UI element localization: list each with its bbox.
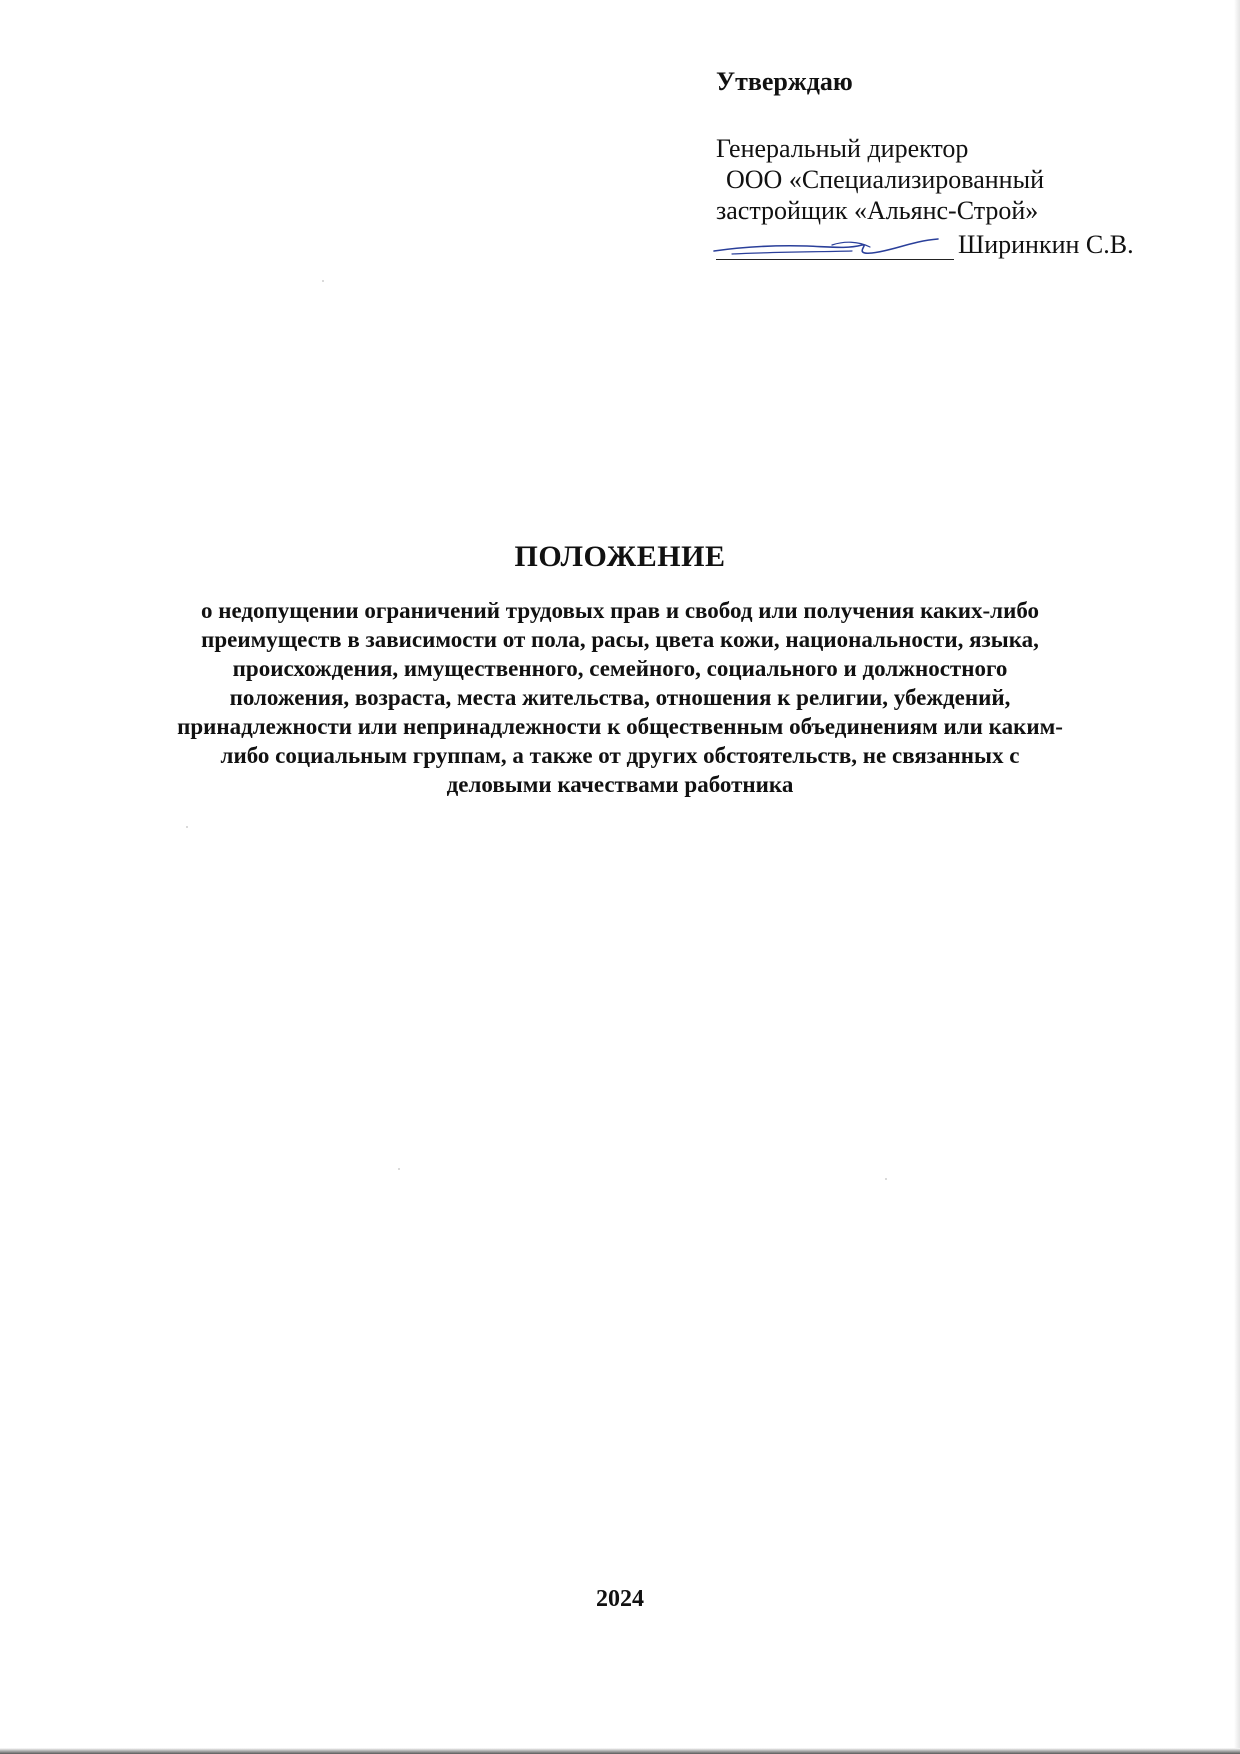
document-subtitle (100, 596, 1140, 799)
scan-speck (322, 280, 324, 282)
company-name-line1: ООО «Специализированный (726, 165, 1044, 194)
signature-row (716, 226, 1196, 260)
document-year: 2024 (596, 1586, 644, 1612)
subtitle-line: преимуществ в зависимости от пола, расы, цвета кожи, национальности, языка, (201, 627, 1039, 652)
signature-line (716, 229, 954, 260)
scan-speck (186, 826, 188, 828)
company-name-line2: застройщик «Альянс-Строй» (716, 196, 1039, 225)
director-position: Генеральный директор (716, 134, 969, 163)
signer-name: Ширинкин С.В. (958, 230, 1134, 259)
approve-heading: Утверждаю (716, 67, 853, 96)
scan-speck (885, 1178, 887, 1180)
scan-edge-bottom (0, 1748, 1240, 1754)
subtitle-line: происхождения, имущественного, семейного, социального и должностного (232, 656, 1008, 681)
subtitle-line: деловыми качествами работника (446, 772, 794, 797)
handwritten-signature-icon (712, 235, 952, 261)
scan-speck (398, 1168, 400, 1170)
subtitle-line: либо социальным группам, а также от других обстоятельств, не связанных с (220, 743, 1020, 768)
subtitle-line: положения, возраста, места жительства, отношения к религии, убеждений, (229, 685, 1011, 710)
document-title: ПОЛОЖЕНИЕ (514, 540, 726, 573)
title-block (100, 540, 1140, 799)
subtitle-line: принадлежности или непринадлежности к общественным объединениям или каким- (177, 714, 1063, 739)
approval-block (716, 66, 1196, 260)
scan-edge-right (1234, 0, 1240, 1754)
subtitle-line: о недопущении ограничений трудовых прав и свобод или получения каких-либо (200, 598, 1040, 623)
